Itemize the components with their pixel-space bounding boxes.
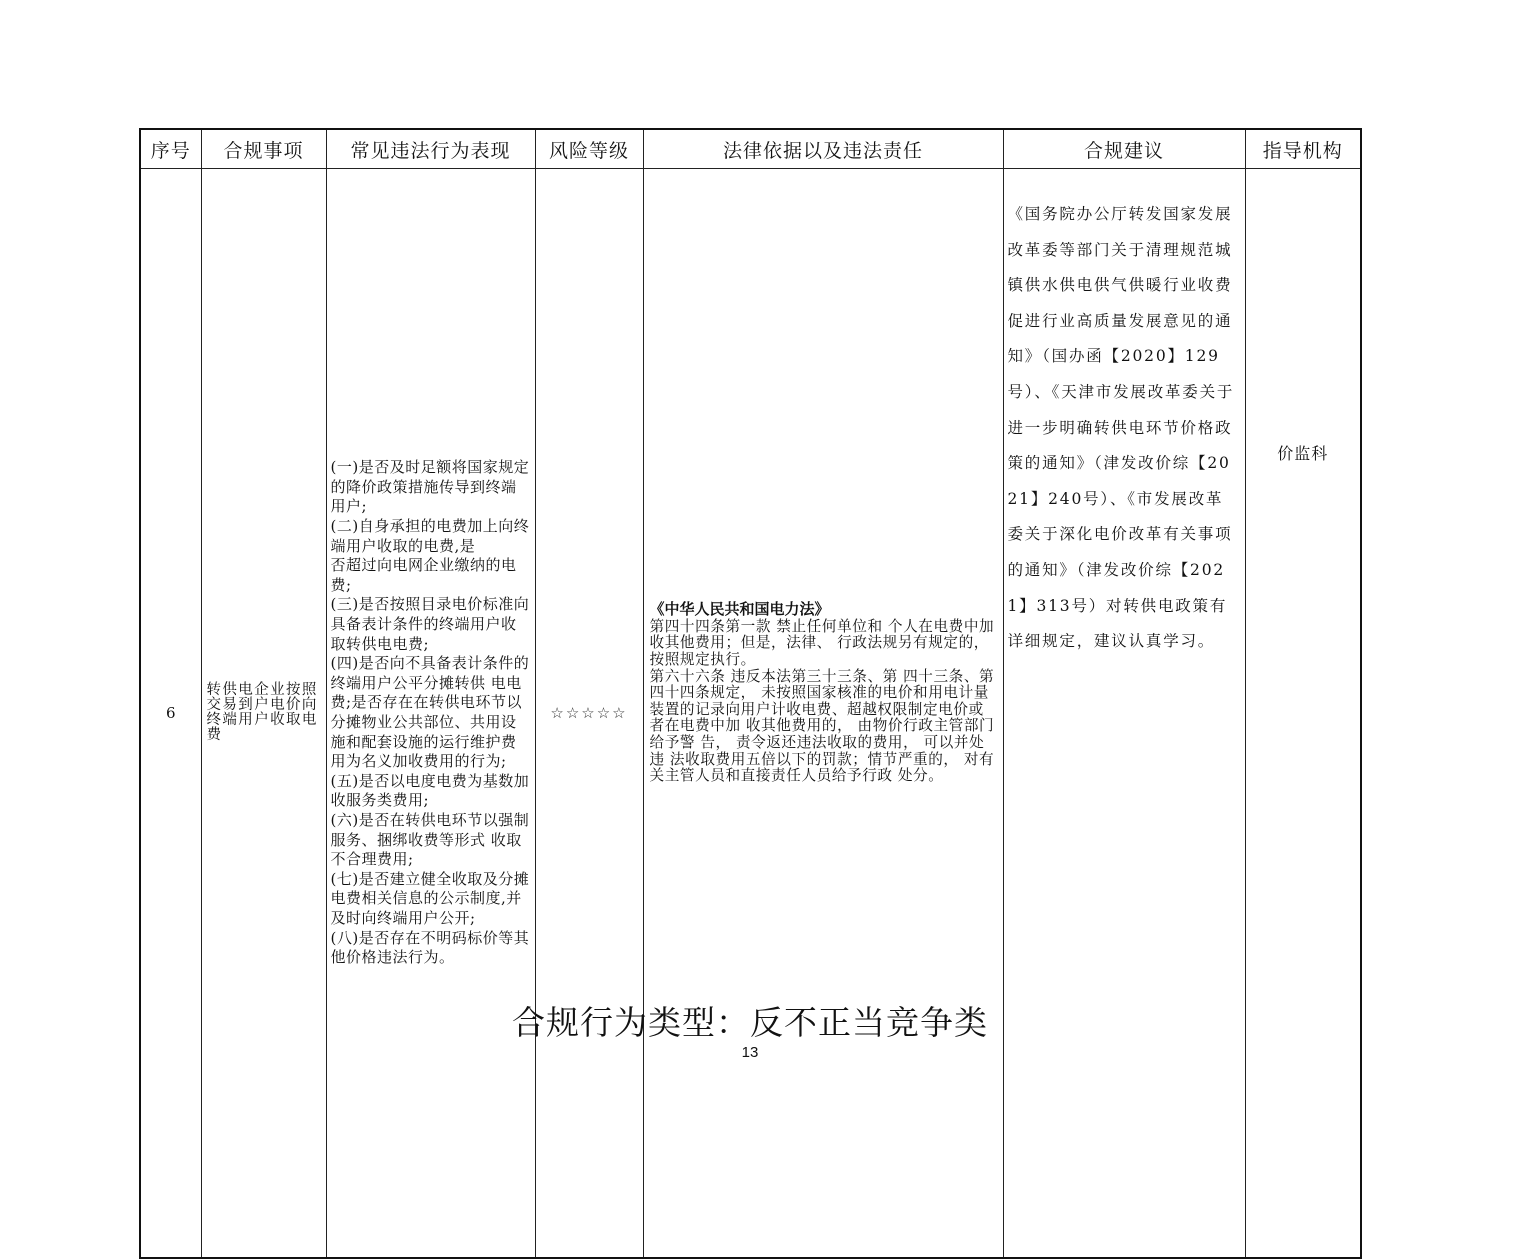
violation-line: (六)是否在转供电环节以强制服务、捆绑收费等形式 收取不合理费用; bbox=[330, 810, 530, 869]
row-seq: 6 bbox=[140, 169, 201, 1259]
law-article-44: 第四十四条第一款 禁止任何单位和 个人在电费中加收其他费用；但是，法律、 行政法规另有规定的，按照规定执行。 bbox=[649, 617, 995, 669]
compliance-type-title: 合规行为类型：反不正当竞争类 bbox=[512, 1003, 988, 1042]
law-title: 《中华人民共和国电力法》 bbox=[649, 600, 830, 619]
table-row bbox=[140, 169, 1361, 1259]
header-seq: 序号 bbox=[140, 129, 201, 169]
violation-line: (一)是否及时足额将国家规定的降价政策措施传导到终端用户; bbox=[330, 458, 530, 516]
header-item: 合规事项 bbox=[201, 129, 326, 169]
row-suggestion: 《国务院办公厅转发国家发展改革委等部门关于清理规范城镇供水供电供气供暖行业收费促进行业高质量发展意见的通知》（国办函【2020】129号）、《天津市发展改革委关于进一步明确转供电环节价格政策的通知》（津发改价综【2021】240号）、《市发展改革委关于深化电价改革有关事项的通知》（津发改价综【2021】313号）对转供电政策有详细规定，建议认真学习。 bbox=[1003, 169, 1245, 1259]
row-item bbox=[201, 169, 326, 1259]
table-header-row bbox=[140, 129, 1361, 169]
row-law bbox=[643, 169, 1003, 1259]
law-article-66: 第六十六条 违反本法第三十三条、第 四十三条、第四十四条规定， 未按照国家核准的电价和用电计量装置的记录向用户计收电费、超越权限制定电价或者在电费中加 收其他费用的， 由物价行政主管部门给予警 告， 责令返还违法收取的费用， 可以并处违 法收取费用五倍以下的罚款；情节严重的， 对有关主管人员和直接责任人员给予行政 处分。 bbox=[649, 667, 995, 785]
violation-line: (八)是否存在不明码标价等其他价格违法行为。 bbox=[330, 928, 530, 967]
header-risk: 风险等级 bbox=[535, 129, 643, 169]
risk-stars: ☆☆☆☆☆ bbox=[535, 169, 643, 1259]
row-org: 价监科 bbox=[1245, 169, 1361, 1259]
row-item-text: 转供电企业按照交易到户电价向终端用户收取电费 bbox=[206, 682, 318, 743]
page-number: 13 bbox=[741, 1044, 759, 1061]
violation-line: (五)是否以电度电费为基数加收服务类费用; bbox=[330, 771, 530, 810]
violation-line: (四)是否向不具备表计条件的终端用户公平分摊转供 电电费;是否存在在转供电环节以分摊物业公共部位、共用设施和配套设施的运行维护费用为名义加收费用的行为; bbox=[330, 654, 530, 771]
row-violations bbox=[326, 169, 535, 1259]
header-org: 指导机构 bbox=[1245, 129, 1361, 169]
header-law: 法律依据以及违法责任 bbox=[643, 129, 1003, 169]
header-suggestion: 合规建议 bbox=[1003, 129, 1245, 169]
violation-line: (七)是否建立健全收取及分摊电费相关信息的公示制度,并及时向终端用户公开; bbox=[330, 869, 530, 927]
compliance-table bbox=[139, 128, 1362, 1259]
violation-line: (三)是否按照目录电价标准向具备表计条件的终端用户收取转供电电费; bbox=[330, 595, 530, 653]
violation-line: (二)自身承担的电费加上向终端用户收取的电费,是 bbox=[330, 517, 530, 555]
header-violations: 常见违法行为表现 bbox=[326, 129, 535, 169]
violation-line: 否超过向电网企业缴纳的电费; bbox=[330, 556, 517, 594]
